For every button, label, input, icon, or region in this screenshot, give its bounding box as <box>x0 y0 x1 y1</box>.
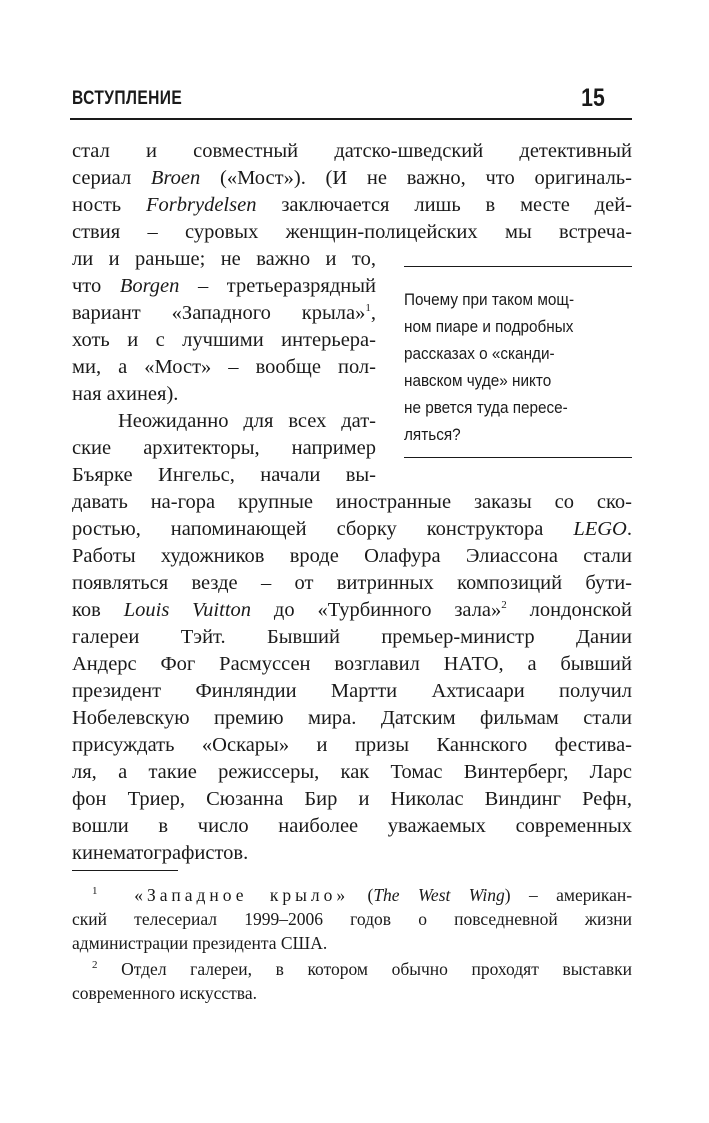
body-line: президент Финляндии Мартти Ахтисаари получил <box>72 680 632 702</box>
footnote-1: $^1$ «Западное крыло» (The West Wing) – американ- <box>92 885 633 905</box>
body-line: присуждать «Оскары» и призы Каннского фестива- <box>72 734 632 756</box>
body-line: ля, а такие режиссеры, как Томас Винтерберг, Ларс <box>72 761 632 783</box>
pull-quote-line: ляться? <box>404 425 461 444</box>
body-line: ли и раньше; не важно и то, <box>72 248 376 270</box>
pull-quote-line: не рвется туда пересе- <box>404 398 568 417</box>
pull-quote-line: Почему при таком мощ- <box>404 290 575 309</box>
body-line: ная ахинея). <box>72 383 179 405</box>
body-line: Нобелевскую премию мира. Датским фильмам стали <box>72 707 632 729</box>
body-line: сериал Broen («Мост»). (И не важно, что оригиналь- <box>72 167 632 189</box>
footnote-2: $^2$ Отдел галереи, в котором обычно проходят выставки <box>92 959 632 979</box>
body-line: фон Триер, Сюзанна Бир и Николас Виндинг Рефн, <box>72 788 632 810</box>
body-line: Работы художников вроде Олафура Элиассона стали <box>72 545 632 567</box>
body-line: что Borgen – третьеразрядный <box>72 275 376 297</box>
body-line: вариант «Западного крыла»$^1$, <box>72 302 376 324</box>
pull-quote-line: навском чуде» никто <box>404 371 552 390</box>
body-line: галереи Тэйт. Бывший премьер-министр Дании <box>72 626 632 648</box>
footnote-separator <box>72 870 178 871</box>
body-line: появляться везде – от витринных композиций бути- <box>72 572 632 594</box>
body-line: вошли в число наиболее уважаемых современных <box>72 815 632 837</box>
pull-quote-bottom-rule <box>404 457 632 458</box>
pull-quote <box>404 286 636 448</box>
running-header-title: ВСТУПЛЕНИЕ <box>72 88 183 109</box>
page-number: 15 <box>581 84 605 112</box>
footnote-line: современного искусства. <box>72 983 257 1003</box>
pull-quote-line: ном пиаре и подробных <box>404 317 574 336</box>
body-line-paragraph-start: Неожиданно для всех дат- <box>118 410 376 432</box>
body-line: ность Forbrydelsen заключается лишь в месте дей- <box>72 194 632 216</box>
body-line: ми, а «Мост» – вообще пол- <box>72 356 376 378</box>
body-line: ростью, напоминающей сборку конструктора LEGO. <box>72 518 632 540</box>
pull-quote-line: рассказах о «сканди- <box>404 344 555 363</box>
body-line: Андерс Фог Расмуссен возглавил НАТО, а бывший <box>72 653 632 675</box>
body-line: хоть и с лучшими интерьера- <box>72 329 376 351</box>
body-line: ствия – суровых женщин-полицейских мы встреча- <box>72 221 632 243</box>
body-line: стал и совместный датско-шведский детективный <box>72 140 632 162</box>
pull-quote-top-rule <box>404 266 632 267</box>
body-line: Бъярке Ингельс, начали вы- <box>72 464 376 486</box>
body-line: кинематографистов. <box>72 842 249 864</box>
footnote-line: администрации президента США. <box>72 933 328 953</box>
body-line: ков Louis Vuitton до «Турбинного зала»$^2$ лондонской <box>72 599 632 621</box>
body-line: ские архитекторы, например <box>72 437 376 459</box>
body-line: давать на-гора крупные иностранные заказы со ско- <box>72 491 632 513</box>
header-rule <box>70 118 632 120</box>
footnote-line: ский телесериал 1999–2006 годов о повседневной жизни <box>72 909 632 929</box>
